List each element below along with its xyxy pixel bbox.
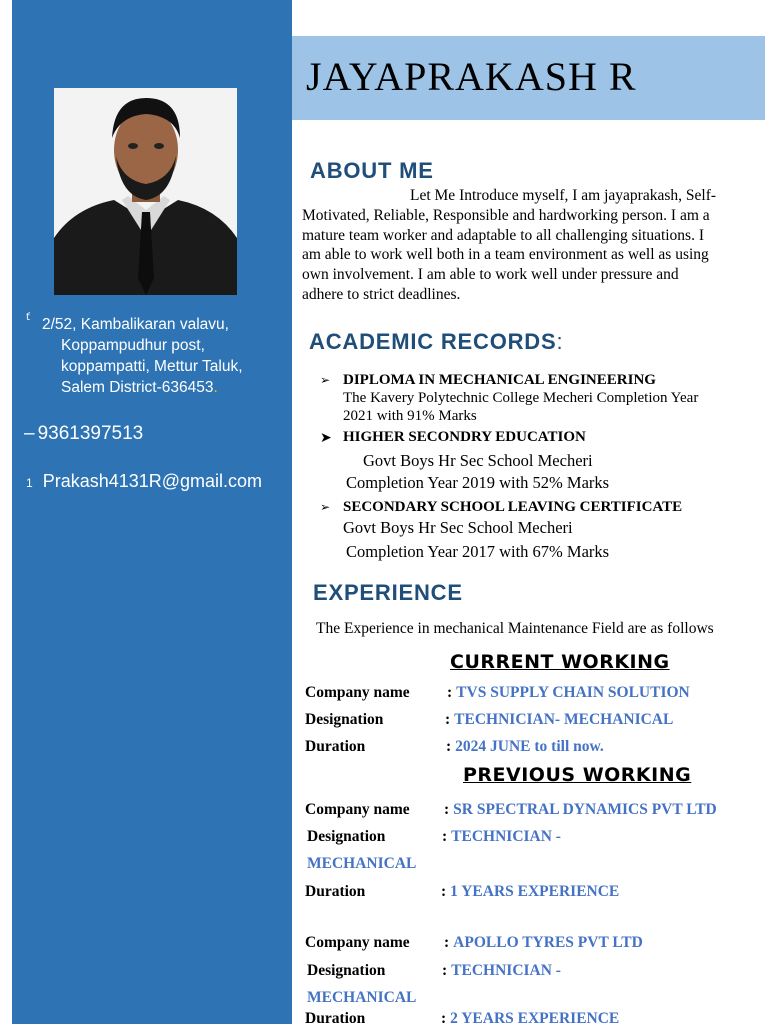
- experience-intro: The Experience in mechanical Maintenance Field are as follows: [316, 620, 714, 637]
- previous-duration-value: : 2 YEARS EXPERIENCE: [441, 1010, 620, 1027]
- address-line-4: Salem District-636453: [61, 379, 214, 396]
- about-line: adhere to strict deadlines.: [302, 285, 461, 303]
- phone-row: [24, 423, 143, 445]
- previous-company-label: Company name: [305, 801, 410, 818]
- email-icon: 1: [26, 476, 33, 490]
- previous-duration-label: Duration: [305, 1010, 366, 1027]
- email-address[interactable]: Prakash4131R@gmail.com: [42, 471, 263, 491]
- academic-detail-3a: Govt Boys Hr Sec School Mecheri: [343, 518, 573, 537]
- academic-detail-2a: Govt Boys Hr Sec School Mecheri: [363, 451, 593, 470]
- previous-designation-value: : TECHNICIAN -: [442, 828, 561, 845]
- current-working-heading: CURRENT WORKING: [450, 651, 670, 673]
- previous-designation-value: : TECHNICIAN -: [442, 962, 561, 979]
- about-line: mature team worker and adaptable to all challenging situations. I: [302, 226, 705, 244]
- previous-duration-value: : 1 YEARS EXPERIENCE: [441, 883, 620, 900]
- arrow-bullet-icon: ➢: [320, 500, 331, 514]
- previous-designation-label: Designation: [307, 962, 386, 979]
- address-line-2: Koppampudhur post,: [61, 337, 205, 354]
- academic-title-3: SECONDARY SCHOOL LEAVING CERTIFICATE: [343, 499, 683, 515]
- address-line-1: 2/52, Kambalikaran valavu,: [42, 316, 229, 333]
- about-line: Motivated, Reliable, Responsible and hardworking person. I am a: [302, 207, 710, 224]
- academic-heading: ACADEMIC RECORDS:: [309, 329, 564, 354]
- previous-duration-label: Duration: [305, 883, 366, 900]
- academic-detail-1: The Kavery Polytechnic College Mecheri Completion Year 2021 with 91% Marks: [343, 390, 699, 424]
- academic-title-2: HIGHER SECONDRY EDUCATION: [343, 429, 586, 445]
- academic-detail-2b: Completion Year 2019 with 52% Marks: [346, 473, 610, 492]
- current-duration-label: Duration: [305, 738, 366, 755]
- previous-company-label: Company name: [305, 934, 410, 951]
- candidate-name: JAYAPRAKASH R: [306, 54, 637, 99]
- about-line: am able to work well both in a team environment as well as using: [302, 246, 709, 264]
- previous-company-value: : APOLLO TYRES PVT LTD: [444, 934, 643, 951]
- experience-heading: EXPERIENCE: [313, 580, 463, 605]
- address: 2/52, Kambalikaran valavu, Koppampudhur post, koppampatti, Mettur Taluk, Salem District-636453.: [42, 316, 243, 396]
- about-line: own involvement. I am able to work well under pressure and: [302, 266, 679, 284]
- about-line-1: Let Me Introduce myself, I am jayaprakash, Self-: [410, 187, 717, 204]
- current-designation-label: Designation: [305, 711, 384, 728]
- about-text: [302, 206, 762, 305]
- phone-number[interactable]: 9361397513: [37, 423, 144, 444]
- email-row: [26, 471, 262, 492]
- previous-designation-cont: MECHANICAL: [307, 989, 417, 1006]
- profile-photo-graphic: [54, 88, 237, 295]
- current-designation-value: : TECHNICIAN- MECHANICAL: [445, 711, 674, 728]
- previous-company-value: : SR SPECTRAL DYNAMICS PVT LTD: [444, 801, 717, 818]
- current-duration-value: : 2024 JUNE to till now.: [446, 738, 604, 755]
- previous-designation-cont: MECHANICAL: [307, 855, 417, 872]
- current-company-value: : TVS SUPPLY CHAIN SOLUTION: [447, 684, 690, 701]
- academic-detail-3b: Completion Year 2017 with 67% Marks: [346, 542, 610, 561]
- arrow-bullet-icon: ➤: [320, 430, 332, 446]
- previous-designation-label: Designation: [307, 828, 386, 845]
- address-line-3: koppampatti, Mettur Taluk,: [61, 358, 243, 375]
- arrow-bullet-icon: ➢: [320, 373, 331, 387]
- phone-icon: –: [24, 423, 35, 444]
- academic-title-1: DIPLOMA IN MECHANICAL ENGINEERING: [343, 372, 656, 388]
- location-icon: ť: [26, 312, 30, 323]
- previous-working-heading: PREVIOUS WORKING: [463, 764, 692, 786]
- profile-photo: [54, 88, 237, 295]
- about-heading: ABOUT ME: [310, 158, 434, 183]
- current-company-label: Company name: [305, 684, 410, 701]
